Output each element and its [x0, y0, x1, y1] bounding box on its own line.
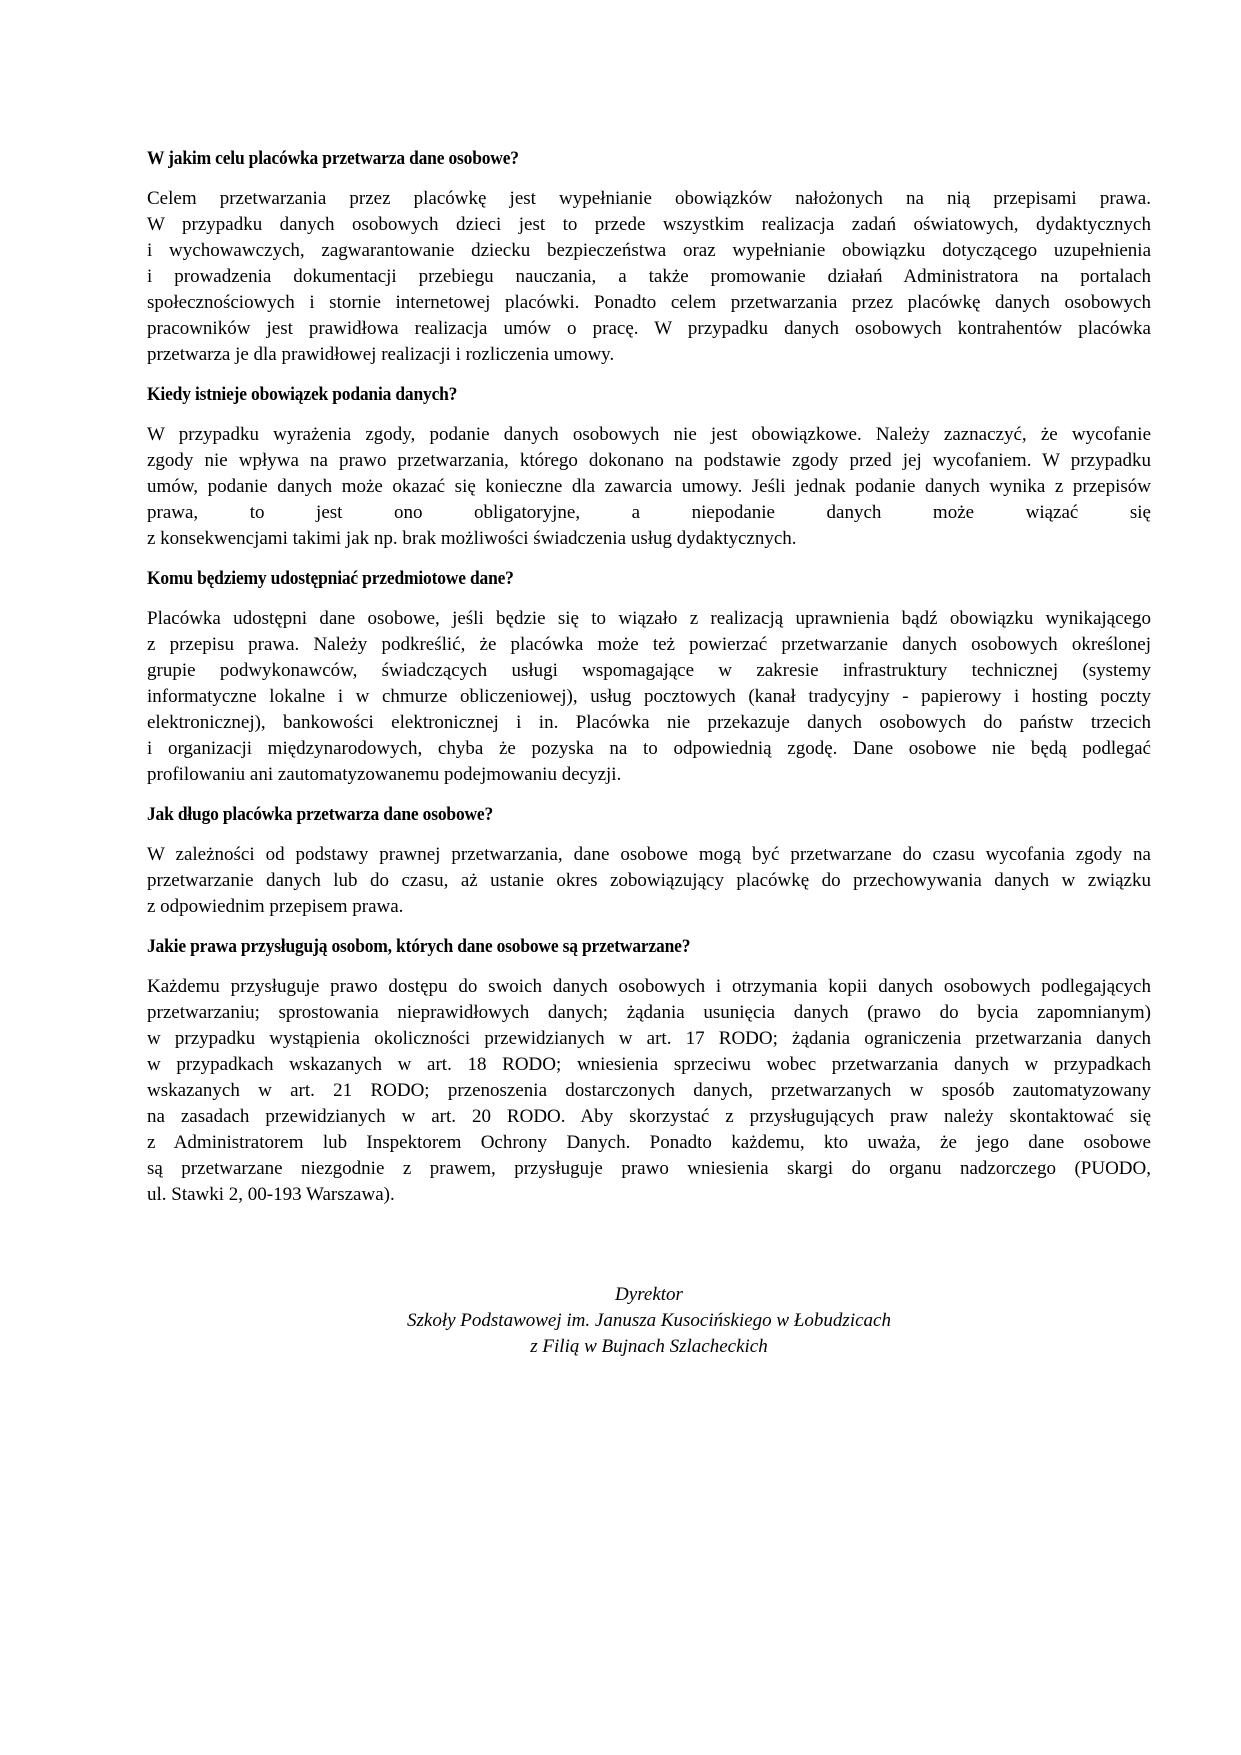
- paragraph-line: informatyczne lokalne i w chmurze obliczeniowej), usług pocztowych (kanał tradycyjny - papierowy i hosting poczty: [147, 686, 1151, 707]
- paragraph-line: grupie podwykonawców, świadczących usługi wspomagające w zakresie infrastruktury technicznej (systemy: [147, 660, 1151, 681]
- paragraph-line: przetwarza je dla prawidłowej realizacji i rozliczenia umowy.: [147, 344, 615, 365]
- paragraph-line: umów, podanie danych może okazać się konieczne dla zawarcia umowy. Jeśli jednak podanie danych wynika z przepisów: [147, 476, 1151, 497]
- signature-branch: z Filią w Bujnach Szlacheckich: [530, 1336, 768, 1357]
- paragraph-line: w przypadkach wskazanych w art. 18 RODO; wniesienia sprzeciwu wobec przetwarzania danych w przypadkach: [147, 1054, 1151, 1075]
- paragraph-line: elektronicznej), bankowości elektronicznej i in. Placówka nie przekazuje danych osobowych do państw trzecich: [147, 712, 1151, 733]
- paragraph-line: z konsekwencjami takimi jak np. brak możliwości świadczenia usług dydaktycznych.: [147, 528, 797, 549]
- paragraph-line: przetwarzanie danych lub do czasu, aż ustanie okres zobowiązujący placówkę do przechowywania danych w związku: [147, 870, 1151, 891]
- document-body: [147, 146, 1151, 1222]
- paragraph-line: W przypadku wyrażenia zgody, podanie danych osobowych nie jest obowiązkowe. Należy zaznaczyć, że wycofanie: [147, 424, 1151, 445]
- paragraph-line: z przepisu prawa. Należy podkreślić, że placówka może też powierzać przetwarzanie danych osobowych określonej: [147, 634, 1151, 655]
- section-paragraph: [147, 186, 1151, 368]
- paragraph-line: i organizacji międzynarodowych, chyba że pozyska na to odpowiednią zgodę. Dane osobowe nie będą podlegać: [147, 738, 1151, 759]
- signature-school-name: Szkoły Podstawowej im. Janusza Kusocińskiego w Łobudzicach: [407, 1310, 891, 1331]
- paragraph-line: profilowaniu ani zautomatyzowanemu podejmowaniu decyzji.: [147, 764, 622, 785]
- section-paragraph: [147, 842, 1151, 920]
- paragraph-line: są przetwarzane niezgodnie z prawem, przysługuje prawo wniesienia skargi do organu nadzorczego (PUODO,: [147, 1158, 1151, 1179]
- paragraph-line: wskazanych w art. 21 RODO; przenoszenia dostarczonych danych, przetwarzanych w sposób zautomatyzowany: [147, 1080, 1151, 1101]
- section-paragraph: [147, 606, 1151, 788]
- section-obligation: [147, 382, 1151, 552]
- section-purpose: [147, 146, 1151, 368]
- section-heading: Kiedy istnieje obowiązek podania danych?: [147, 384, 458, 405]
- paragraph-line: przetwarzaniu; sprostowania nieprawidłowych danych; żądania usunięcia danych (prawo do bycia zapomnianym): [147, 1002, 1151, 1023]
- paragraph-line: i wychowawczych, zagwarantowanie dziecku bezpieczeństwa oraz wypełnianie obowiązku dotyczącego uzupełnienia: [147, 240, 1151, 261]
- section-heading: Komu będziemy udostępniać przedmiotowe dane?: [147, 568, 514, 589]
- paragraph-line: Każdemu przysługuje prawo dostępu do swoich danych osobowych i otrzymania kopii danych osobowych podlegających: [147, 976, 1151, 997]
- section-heading: Jak długo placówka przetwarza dane osobowe?: [147, 804, 494, 825]
- paragraph-line: W przypadku danych osobowych dzieci jest to przede wszystkim realizacja zadań oświatowych, dydaktycznych: [147, 214, 1151, 235]
- paragraph-line: z Administratorem lub Inspektorem Ochrony Danych. Ponadto każdemu, kto uważa, że jego dane osobowe: [147, 1132, 1151, 1153]
- section-paragraph: [147, 422, 1151, 552]
- paragraph-line: pracowników jest prawidłowa realizacja umów o pracę. W przypadku danych osobowych kontrahentów placówka: [147, 318, 1151, 339]
- signature-title: Dyrektor: [615, 1284, 683, 1305]
- paragraph-line: ul. Stawki 2, 00-193 Warszawa).: [147, 1184, 395, 1205]
- section-paragraph: [147, 974, 1151, 1208]
- paragraph-line: Placówka udostępni dane osobowe, jeśli będzie się to wiązało z realizacją uprawnienia bądź obowiązku wynikającego: [147, 608, 1151, 629]
- paragraph-line: w przypadku wystąpienia okoliczności przewidzianych w art. 17 RODO; żądania ograniczenia przetwarzania danych: [147, 1028, 1151, 1049]
- paragraph-line: z odpowiednim przepisem prawa.: [147, 896, 404, 917]
- paragraph-line: i prowadzenia dokumentacji przebiegu nauczania, a także promowanie działań Administratora na portalach: [147, 266, 1151, 287]
- paragraph-line: na zasadach przewidzianych w art. 20 RODO. Aby skorzystać z przysługujących praw należy skontaktować się: [147, 1106, 1151, 1127]
- section-rights: [147, 934, 1151, 1208]
- section-recipients: [147, 566, 1151, 788]
- paragraph-line: zgody nie wpływa na prawo przetwarzania, którego dokonano na podstawie zgody przed jej wycofaniem. W przypadku: [147, 450, 1151, 471]
- paragraph-line: Celem przetwarzania przez placówkę jest wypełnianie obowiązków nałożonych na nią przepisami prawa.: [147, 188, 1151, 209]
- section-heading: Jakie prawa przysługują osobom, których dane osobowe są przetwarzane?: [147, 936, 691, 957]
- section-retention: [147, 802, 1151, 920]
- signature-block: [147, 1282, 1151, 1360]
- section-heading: W jakim celu placówka przetwarza dane osobowe?: [147, 148, 519, 169]
- paragraph-line: W zależności od podstawy prawnej przetwarzania, dane osobowe mogą być przetwarzane do czasu wycofania zgody na: [147, 844, 1151, 865]
- paragraph-line: społecznościowych i stornie internetowej placówki. Ponadto celem przetwarzania przez placówkę danych osobowych: [147, 292, 1151, 313]
- paragraph-line: prawa, to jest ono obligatoryjne, a niepodanie danych może wiązać się: [147, 502, 1151, 523]
